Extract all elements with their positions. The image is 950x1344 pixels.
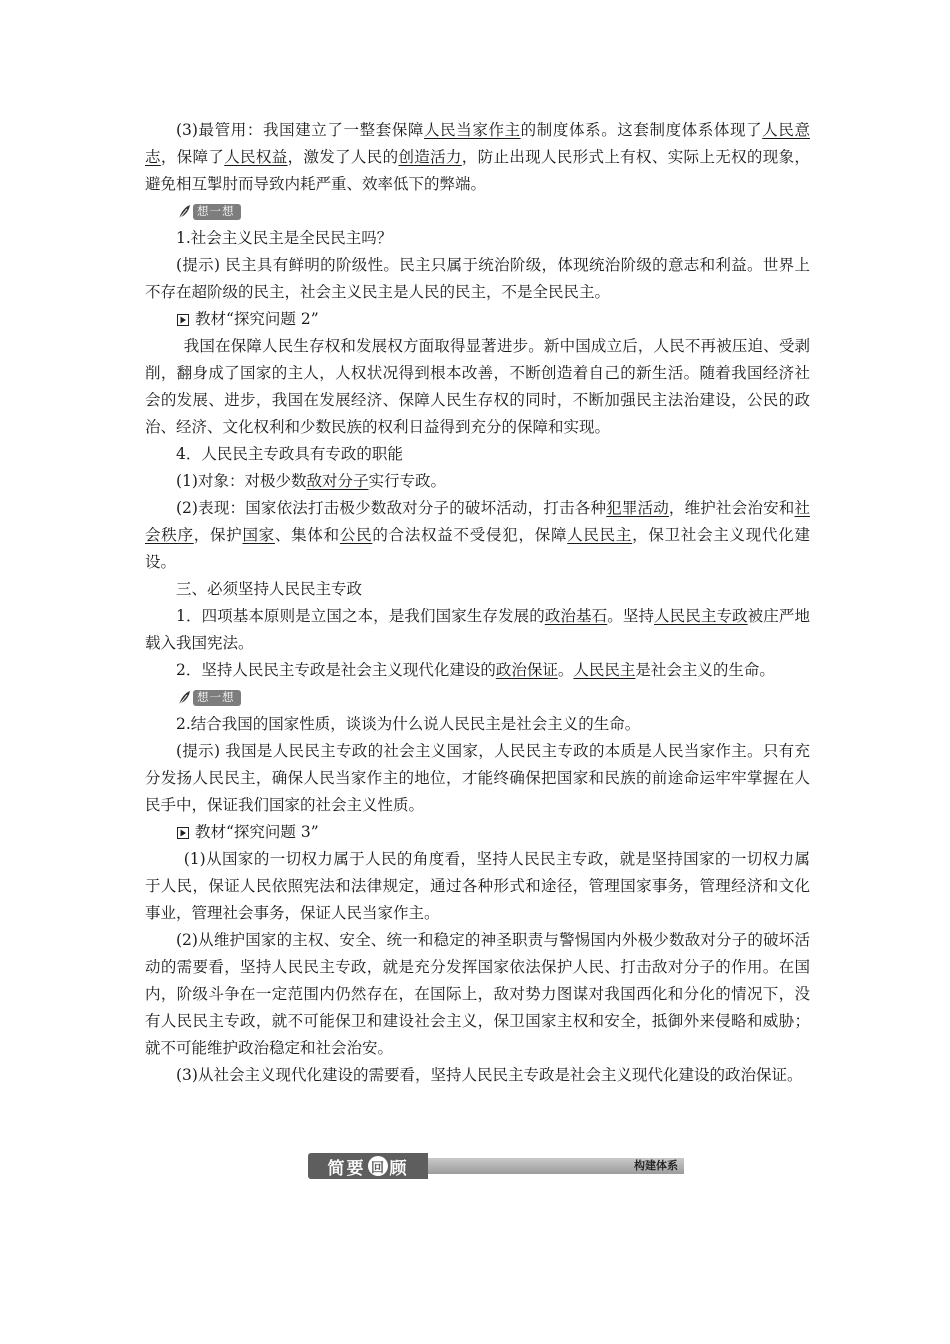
- paragraph-expression: [145, 495, 810, 576]
- think-marker: [177, 684, 810, 711]
- underlined-term: 政治基石: [544, 607, 608, 625]
- think-answer: (提示) 我国是人民民主专政的社会主义国家，人民民主专政的本质是人民当家作主。只有充分发扬人民民主，确保人民当家作主的地位，才能终确保把国家和民族的前途命运牢牢掌握在人民手中，保证我们国家的社会主义性质。: [145, 742, 810, 814]
- underlined-term: 公民: [339, 526, 373, 544]
- leaf-icon: [177, 204, 191, 220]
- banner-text: 顾: [389, 1158, 409, 1179]
- text: ，保障了: [160, 148, 225, 166]
- text: 被庄严地载入我国宪法。: [145, 607, 810, 652]
- textbook-header: [177, 819, 810, 846]
- paragraph-item-2: [145, 657, 810, 684]
- text: 实行专政。: [368, 472, 446, 490]
- text: ，保卫社会主义现代化建设。: [145, 526, 810, 571]
- banner-subtitle: 构建体系: [634, 1159, 678, 1172]
- text: 的制度体系。这套制度体系体现了: [520, 121, 763, 139]
- textbook-title: 教材“探究问题 2”: [195, 310, 319, 328]
- textbook-paragraph: (1)从国家的一切权力属于人民的角度看，坚持人民民主专政，就是坚持国家的一切权力属于人民，保证人民依照宪法和法律规定，通过各种形式和途径，管理国家事务，管理经济和文化事业，管理社会事务，保证人民当家作主。: [145, 850, 810, 922]
- underlined-term: 人民当家作主: [424, 121, 521, 139]
- underlined-term: 人民民主: [567, 526, 633, 544]
- underlined-term: 人民民主: [573, 661, 636, 679]
- text: ，防止出现人民形式上有权、实际上无权的现象，避免相互掣肘而导致内耗严重、效率低下的弊端。: [145, 148, 810, 193]
- textbook-paragraph: (2)从维护国家的主权、安全、统一和稳定的神圣职责与警惕国内外极少数敌对分子的破坏活动的需要看，坚持人民民主专政，就是充分发挥国家依法保护人民、打击敌对分子的作用。在国内，阶级斗争在一定范围内仍然存在，在国际上，敌对势力图谋对我国西化和分化的情况下，没有人民民主专政，就不可能保卫和建设社会主义，保卫国家主权和安全，抵御外来侵略和威胁；就不可能维护政治稳定和社会治安。: [145, 931, 810, 1057]
- leaf-icon: [177, 690, 191, 706]
- textbook-title: 教材“探究问题 3”: [195, 823, 319, 841]
- section-heading: 4．人民民主专政具有专政的职能: [176, 445, 403, 463]
- banner-text: 简要: [327, 1158, 366, 1179]
- think-question: 1.社会主义民主是全民民主吗？: [176, 229, 393, 247]
- text: (3)最管用：我国建立了一整套保障: [176, 121, 425, 139]
- paragraph-most-useful: [145, 117, 810, 198]
- content-block: [145, 117, 810, 1089]
- review-banner-title: [308, 1153, 428, 1179]
- underlined-term: 创造活力: [398, 148, 462, 166]
- textbook-paragraph: (3)从社会主义现代化建设的需要看，坚持人民民主专政是社会主义现代化建设的政治保证。: [176, 1066, 803, 1084]
- think-question: 2.结合我国的国家性质，谈谈为什么说人民民主是社会主义的生命。: [176, 715, 641, 733]
- underlined-term: 国家: [242, 526, 275, 544]
- play-icon: [177, 314, 189, 326]
- review-banner-bar: [428, 1158, 684, 1174]
- underlined-term: 人民意志: [145, 121, 810, 166]
- underlined-term: 敌对分子: [306, 472, 369, 490]
- think-badge: 想一想: [193, 690, 241, 706]
- text: 是社会主义的生命。: [635, 661, 775, 679]
- text: 。: [557, 661, 574, 679]
- think-badge: 想一想: [193, 204, 241, 220]
- text: ，保护: [193, 526, 243, 544]
- paragraph-object: [145, 468, 810, 495]
- paragraph-item-1: [145, 603, 810, 657]
- think-marker: [177, 198, 810, 225]
- think-answer: (提示) 民主具有鲜明的阶级性。民主只属于统治阶级，体现统治阶级的意志和利益。世界上不存在超阶级的民主，社会主义民主是人民的民主，不是全民民主。: [145, 256, 810, 301]
- underlined-term: 政治保证: [495, 661, 558, 679]
- text: 的合法权益不受侵犯，保障: [372, 526, 568, 544]
- text: 、集体和: [274, 526, 340, 544]
- text: 1．四项基本原则是立国之本，是我们国家生存发展的: [176, 607, 545, 625]
- text: (1)对象：对极少数: [176, 472, 307, 490]
- underlined-term: 社会秩序: [145, 499, 810, 544]
- textbook-text: 我国在保障人民生存权和发展权方面取得显著进步。新中国成立后，人民不再被压迫、受剥削，翻身成了国家的主人，人权状况得到根本改善，不断创造着自己的新生活。随着我国经济社会的发展、进步，我国在发展经济、保障人民生存权的同时，不断加强民主法治建设，公民的政治、经济、文化权利和少数民族的权利日益得到充分的保障和实现。: [145, 337, 810, 436]
- play-icon: [177, 827, 189, 839]
- banner-circle: 回: [368, 1156, 388, 1176]
- text: 。坚持: [607, 607, 655, 625]
- underlined-term: 犯罪活动: [606, 499, 669, 517]
- textbook-header: [177, 306, 810, 333]
- review-banner: [308, 1153, 684, 1179]
- text: ，激发了人民的: [287, 148, 399, 166]
- text: ，维护社会治安和: [668, 499, 795, 517]
- text: 2．坚持人民民主专政是社会主义现代化建设的: [176, 661, 496, 679]
- section-heading: 三、必须坚持人民民主专政: [176, 580, 363, 598]
- text: (2)表现：国家依法打击极少数敌对分子的破坏活动，打击各种: [176, 499, 607, 517]
- underlined-term: 人民民主专政: [654, 607, 748, 625]
- underlined-term: 人民权益: [224, 148, 288, 166]
